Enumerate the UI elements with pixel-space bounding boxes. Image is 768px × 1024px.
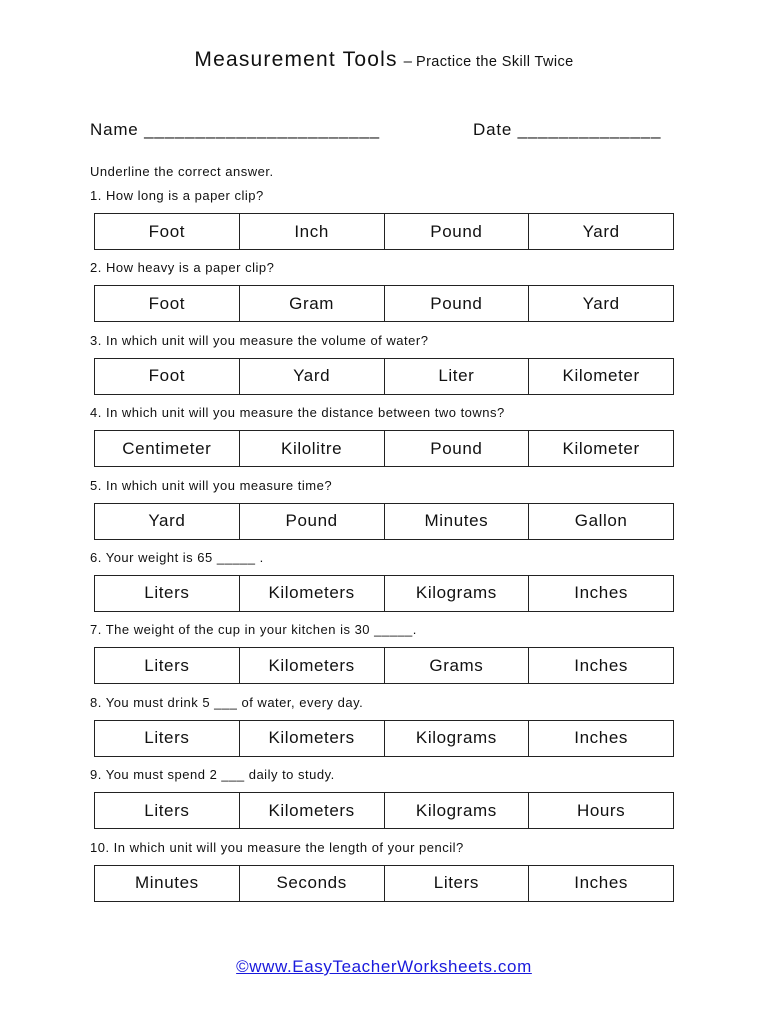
answer-option[interactable]: Liters (95, 648, 240, 683)
answer-option[interactable]: Foot (95, 359, 240, 394)
question-text: 8. You must drink 5 ___ of water, every day. (90, 694, 364, 710)
answer-option[interactable]: Inches (574, 583, 628, 603)
answer-option[interactable]: Liter (385, 359, 530, 394)
answer-option[interactable]: Pound (385, 431, 530, 466)
answer-options-row (94, 575, 674, 612)
answer-options-row (94, 865, 674, 902)
answer-option[interactable]: Kilometers (240, 721, 385, 756)
answer-option[interactable]: Gram (240, 286, 385, 321)
answer-option[interactable]: Gallon (574, 511, 628, 531)
answer-option[interactable]: Minutes (95, 866, 240, 901)
question-text: 5. In which unit will you measure time? (90, 477, 333, 493)
question-block (90, 840, 680, 912)
answer-option[interactable]: Kilometer (562, 366, 640, 386)
footer (0, 957, 768, 977)
question-list (90, 188, 680, 912)
question-block (90, 260, 680, 332)
answer-option[interactable]: Kilolitre (240, 431, 385, 466)
answer-option[interactable]: Liters (95, 576, 240, 611)
answer-option[interactable]: Hours (576, 800, 626, 820)
question-text: 7. The weight of the cup in your kitchen is 30 _____. (90, 622, 417, 638)
answer-option[interactable]: Pound (385, 214, 530, 249)
question-text: 1. How long is a paper clip? (90, 188, 264, 203)
answer-option[interactable]: Kilograms (385, 721, 530, 756)
question-text: 3. In which unit will you measure the volume of water? (90, 332, 429, 348)
answer-options-row (94, 285, 674, 322)
answer-option[interactable]: Yard (240, 359, 385, 394)
date-field: Date ______________ (473, 120, 662, 139)
name-field: Name _______________________ (90, 120, 380, 139)
question-text: 4. In which unit will you measure the distance between two towns? (90, 405, 505, 421)
answer-option[interactable]: Liters (95, 721, 240, 756)
answer-option[interactable]: Inches (574, 655, 628, 675)
answer-option[interactable]: Yard (582, 293, 620, 313)
question-block (90, 767, 680, 839)
title-separator: – (403, 53, 412, 70)
question-block (90, 478, 680, 550)
answer-options-row (94, 358, 674, 395)
answer-option[interactable]: Foot (95, 286, 240, 321)
answer-option[interactable]: Kilometers (240, 576, 385, 611)
answer-option[interactable]: Minutes (385, 504, 530, 539)
question-block (90, 622, 680, 694)
question-text: 9. You must spend 2 ___ daily to study. (90, 767, 335, 783)
answer-option[interactable]: Yard (582, 221, 620, 241)
instructions-text: Underline the correct answer. (90, 164, 274, 179)
answer-options-row (94, 792, 674, 829)
answer-option[interactable]: Inch (240, 214, 385, 249)
answer-option[interactable]: Liters (95, 793, 240, 828)
question-text: 2. How heavy is a paper clip? (90, 260, 275, 276)
page-title (0, 48, 768, 72)
answer-option[interactable]: Liters (385, 866, 530, 901)
answer-option[interactable]: Kilometers (240, 648, 385, 683)
answer-option[interactable]: Kilograms (385, 576, 530, 611)
question-block (90, 550, 680, 622)
answer-option[interactable]: Yard (95, 504, 240, 539)
answer-option[interactable]: Foot (95, 214, 240, 249)
question-block (90, 188, 680, 260)
answer-option[interactable]: Kilometer (562, 438, 640, 458)
question-block (90, 695, 680, 767)
answer-option[interactable]: Grams (385, 648, 530, 683)
answer-option[interactable]: Inches (574, 873, 628, 893)
question-text: 6. Your weight is 65 _____ . (90, 549, 264, 565)
question-block (90, 333, 680, 405)
website-link[interactable]: ©www.EasyTeacherWorksheets.com (236, 957, 532, 976)
answer-options-row (94, 720, 674, 757)
answer-option[interactable]: Centimeter (95, 431, 240, 466)
question-text: 10. In which unit will you measure the length of your pencil? (90, 839, 464, 855)
title-subtitle: Practice the Skill Twice (416, 54, 574, 70)
answer-options-row (94, 503, 674, 540)
title-main: Measurement Tools (194, 48, 398, 71)
answer-options-row (94, 213, 674, 250)
answer-option[interactable]: Inches (574, 728, 628, 748)
answer-option[interactable]: Seconds (240, 866, 385, 901)
answer-option[interactable]: Pound (385, 286, 530, 321)
answer-option[interactable]: Kilograms (385, 793, 530, 828)
answer-options-row (94, 430, 674, 467)
answer-options-row (94, 647, 674, 684)
answer-option[interactable]: Pound (240, 504, 385, 539)
answer-option[interactable]: Kilometers (240, 793, 385, 828)
question-block (90, 405, 680, 477)
